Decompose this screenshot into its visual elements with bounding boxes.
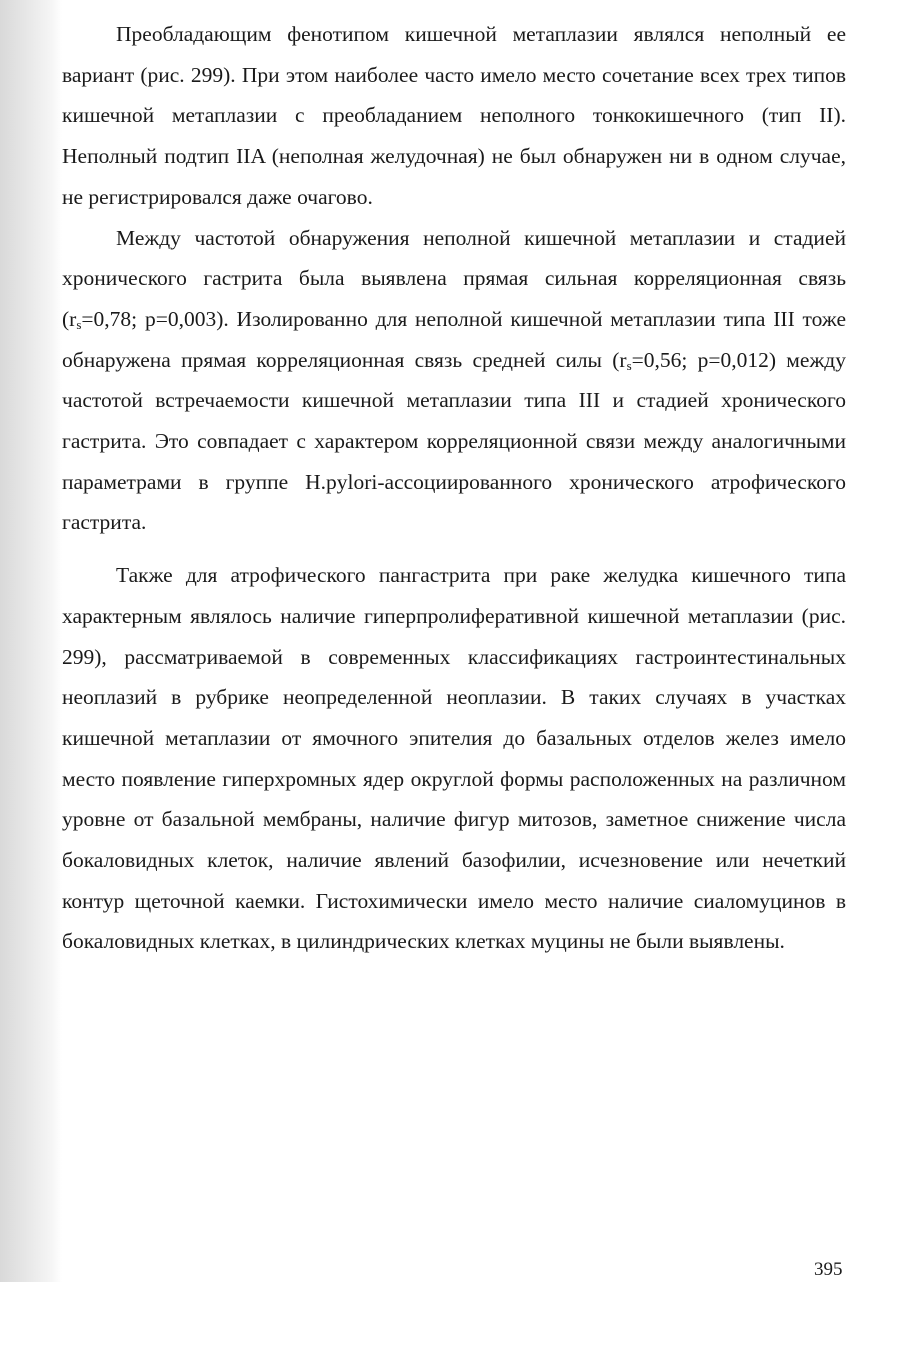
paragraph-1: Преобладающим фенотипом кишечной метаплазии являлся неполный ее вариант (рис. 299). При этом наиболее часто имело место сочетание всех трех типов кишечной метаплазии с преобладанием неполного тонкокишечного (тип II). Неполный подтип IIA (неполная желудочная) не был обнаружен ни в одном случае, не регистрировался даже очагово. — [62, 22, 846, 209]
document-page — [62, 14, 846, 962]
scan-shadow-edge — [0, 0, 62, 1282]
paragraph-2-part-2: =0,78; p=0,003). Изолированно для неполной кишечной метаплазии типа III тоже обнаружена прямая корреляционная связь средней силы (r — [62, 306, 846, 372]
page-number: 395 — [814, 1259, 843, 1280]
subscript-s-2: s — [626, 357, 632, 373]
paragraph-2 — [62, 218, 846, 544]
paragraph-3: Также для атрофического пангастрита при раке желудка кишечного типа характерным являлось наличие гиперпролиферативной кишечной метаплазии (рис. 299), рассматриваемой в современных классификациях гастроинтестинальных неоплазий в рубрике неопределенной неоплазии. В таких случаях в участках кишечной метаплазии от ямочного эпителия до базальных отделов желез имело место появление гиперхромных ядер округлой формы расположенных на различном уровне от базальной мембраны, наличие фигур митозов, заметное снижение числа бокаловидных клеток, наличие явлений базофилии, исчезновение или нечеткий контур щеточной каемки. Гистохимически имело место наличие сиаломуцинов в бокаловидных клетках, в цилиндрических клетках муцины не были выявлены. — [62, 563, 846, 954]
paragraph-2-part-1: Между частотой обнаружения неполной кишечной метаплазии и стадией хронического гастрита была выявлена прямая сильная корреляционная связь (r — [62, 225, 846, 331]
subscript-s-1: s — [76, 316, 82, 332]
paragraph-2-part-3: =0,56; p=0,012) между частотой встречаемости кишечной метаплазии типа III и стадией хронического гастрита. Это совпадает с характером корреляционной связи между аналогичными параметрами в группе H.pylori-ассоциированного хронического атрофического гастрита. — [62, 347, 847, 535]
